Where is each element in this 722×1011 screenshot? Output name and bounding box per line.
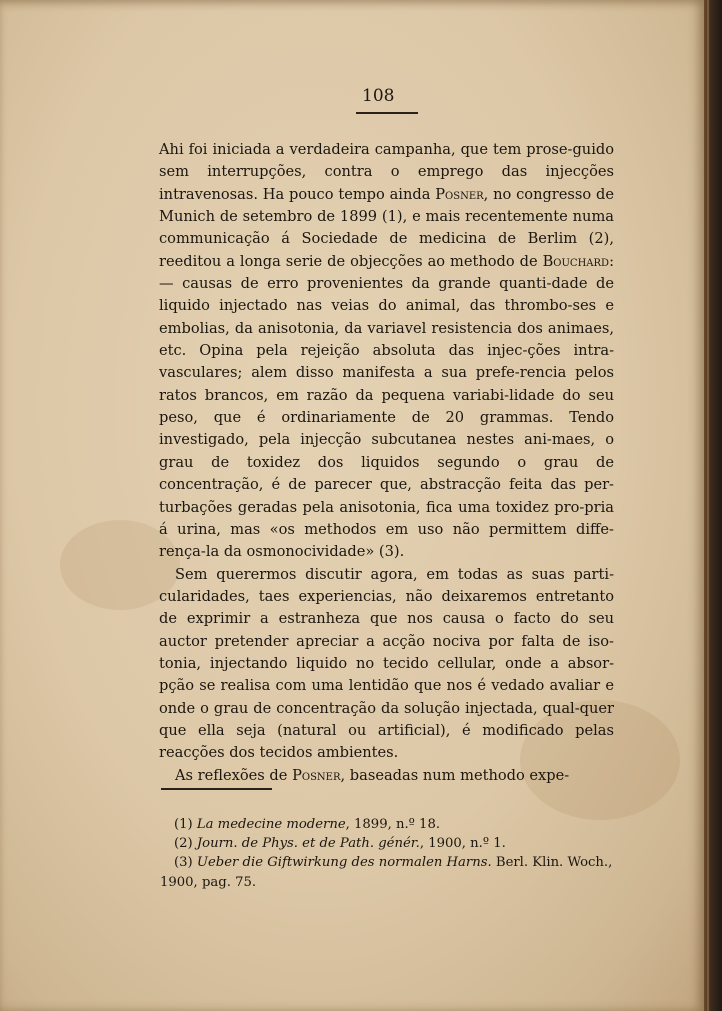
text-run: Berl. Klin. Woch., 1900, pag. 75.: [160, 855, 613, 890]
text-run: , 1899, n.º 18.: [345, 817, 441, 832]
footnotes: [160, 815, 615, 892]
text-run: , baseadas num methodo expe-: [340, 766, 570, 784]
header-rule: [356, 112, 418, 114]
paragraph: [159, 765, 614, 787]
footnote: [160, 834, 615, 853]
author-name: Posner: [292, 766, 341, 784]
citation-title: Journ. de Phys. et de Path. génér.: [196, 836, 420, 852]
text-run: Ahi foi iniciada a verdadeira campanha, que tem prose-guido sem interrupções, contra o emprego das injecções intravenosas. Ha pouco tempo ainda: [159, 141, 614, 203]
text-run: : — causas de erro provenientes da grande quanti-dade de liquido injectado nas veias do animal, das thrombo-ses e embolias, da anisotonia, da variavel resistencia dos animaes, etc. Opina pela rejeição absoluta das injec-ções intra-vasculares; alem disso manifesta a sua prefe-rencia pelos ratos brancos, em razão da pequena variabi-lidade do seu peso, que é ordinariamente de 20 grammas. Tendo investigado, pela injecção subcutanea nestes ani-maes, o grau de toxidez dos liquidos segundo o grau de concentração, é de parecer que, abstracção feita das per-turbações geradas pela anisotonia, fica uma toxidez pro-pria á urina, mas «os methodos em uso não permittem diffe-rença-la da osmonocividade» (3).: [159, 252, 614, 561]
footnote: [160, 815, 615, 834]
author-name: Posner: [435, 185, 484, 203]
text-run: (2): [174, 836, 197, 852]
footnote-separator: [161, 788, 272, 790]
author-name: Bouchard: [542, 252, 610, 270]
text-run: (1): [174, 817, 197, 832]
paragraph: [159, 139, 614, 564]
text-run: (3): [174, 855, 197, 871]
main-text: [159, 139, 614, 787]
text-run: , 1900, n.º 1.: [419, 836, 506, 852]
paragraph: [159, 564, 614, 765]
page-number: 108: [362, 86, 395, 106]
citation-title: La medecine moderne: [196, 817, 346, 832]
citation-title: Ueber die Giftwirkung des normalen Harns.: [196, 855, 492, 871]
book-binding-edge: [704, 0, 722, 1011]
footnote: [160, 853, 615, 891]
text-run: Sem querermos discutir agora, em todas as suas parti-cularidades, taes experiencias, não deixaremos entretanto de exprimir a estranheza que nos causa o facto do seu auctor pretender apreciar a acção nociva por falta de iso-tonia, injectando liquido no tecido cellular, onde a absor-pção se realisa com uma lentidão que nos é vedado avaliar e onde o grau de concentração da solução injectada, qual-quer que ella seja (natural ou artificial), é modificado pelas reacções dos tecidos ambientes.: [159, 565, 614, 762]
text-run: As reflexões de: [175, 766, 293, 784]
text-run: , no congresso de Munich de setembro de 1899 (1), e mais recentemente numa communicação á Sociedade de medicina de Berlim (2), reeditou a longa serie de objecções ao methodo de: [159, 185, 614, 270]
